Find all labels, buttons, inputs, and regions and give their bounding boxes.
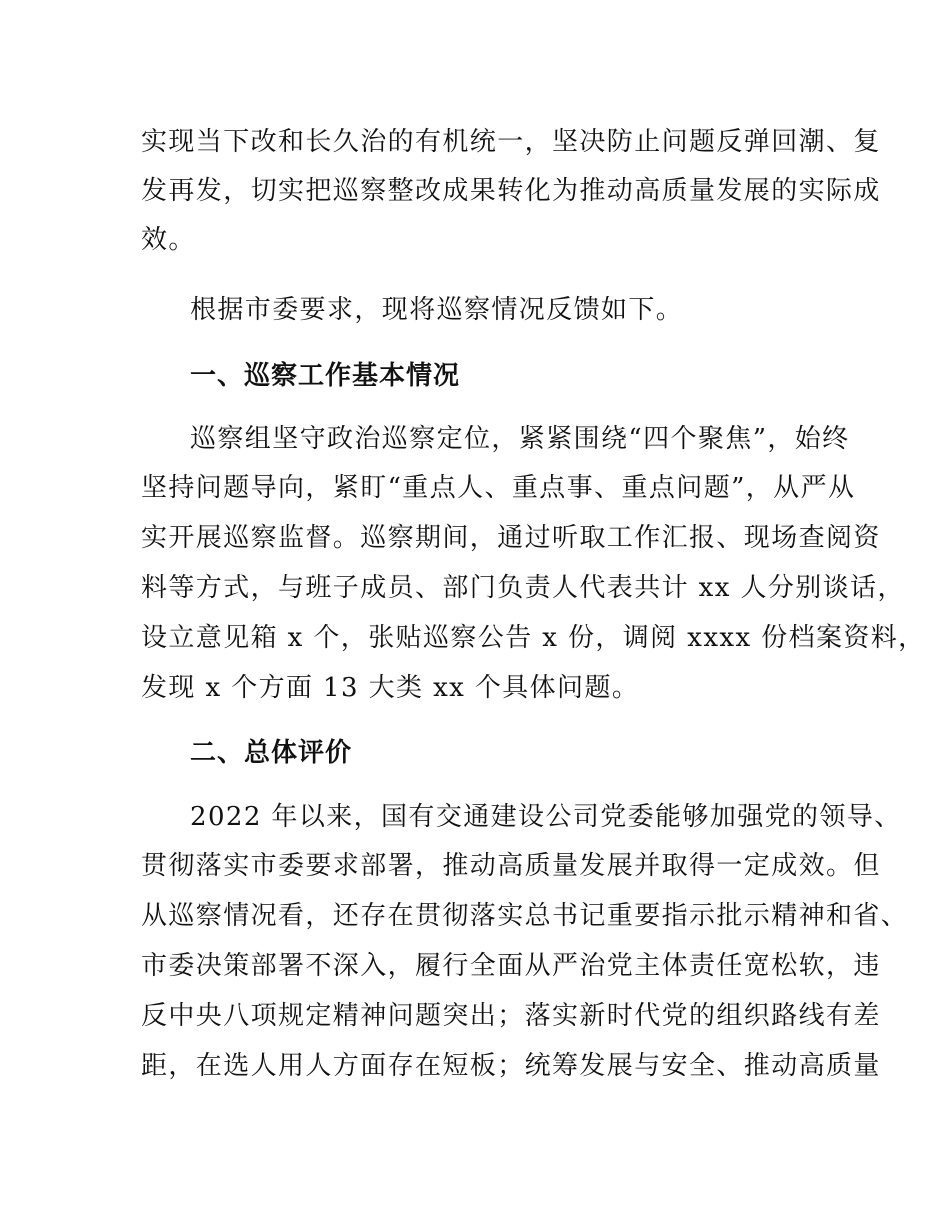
- paragraph-line: 发现 x 个方面 13 大类 xx 个具体问题。: [141, 673, 640, 703]
- paragraph-line: 实现当下改和长久治的有机统一，坚决防止问题反弹回潮、复: [141, 127, 881, 157]
- paragraph-line: 2022 年以来，国有交通建设公司党委能够加强党的领导、: [190, 802, 902, 832]
- paragraph-line: 巡察组坚守政治巡察定位，紧紧围绕“四个聚焦”，始终: [190, 424, 850, 454]
- section-heading: 一、巡察工作基本情况: [190, 361, 461, 391]
- paragraph-line: 设立意见箱 x 个，张贴巡察公告 x 份，调阅 xxxx 份档案资料，: [141, 623, 926, 653]
- paragraph-line: 从巡察情况看，还存在贯彻落实总书记重要指示批示精神和省、: [141, 901, 909, 931]
- paragraph-line: 反中央八项规定精神问题突出；落实新时代党的组织路线有差: [141, 1001, 881, 1031]
- paragraph-line: 坚持问题导向，紧盯“重点人、重点事、重点问题”，从严从: [141, 473, 856, 503]
- paragraph-line: 实开展巡察监督。巡察期间，通过听取工作汇报、现场查阅资: [141, 523, 881, 553]
- paragraph-line: 根据市委要求，现将巡察情况反馈如下。: [190, 295, 684, 325]
- paragraph-line: 发再发，切实把巡察整改成果转化为推动高质量发展的实际成: [141, 176, 881, 206]
- paragraph-line: 市委决策部署不深入，履行全面从严治党主体责任宽松软，违: [141, 951, 881, 981]
- section-heading: 二、总体评价: [190, 738, 353, 768]
- paragraph-line: 效。: [141, 225, 196, 255]
- paragraph-line: 贯彻落实市委要求部署，推动高质量发展并取得一定成效。但: [141, 851, 881, 881]
- paragraph-line: 料等方式，与班子成员、部门负责人代表共计 xx 人分别谈话，: [141, 573, 905, 603]
- paragraph-line: 距，在选人用人方面存在短板；统筹发展与安全、推动高质量: [141, 1051, 881, 1081]
